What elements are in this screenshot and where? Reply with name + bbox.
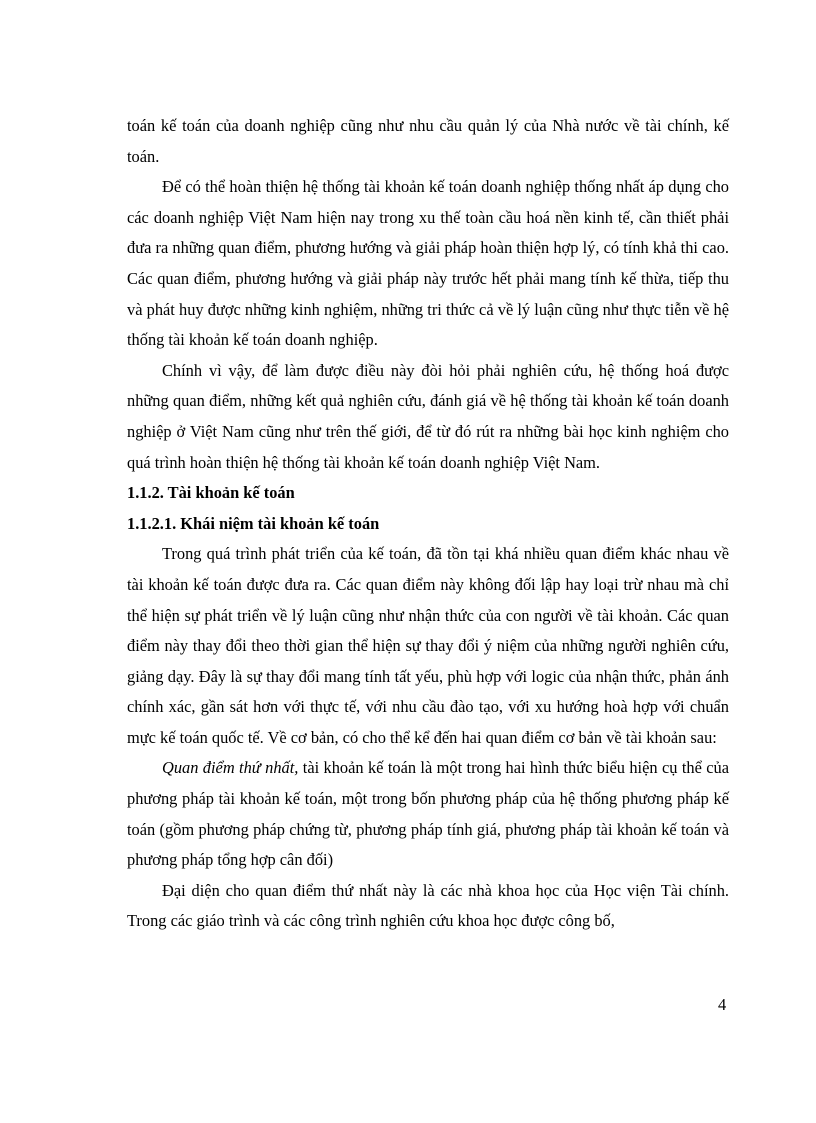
paragraph-representative: Đại diện cho quan điểm thứ nhất này là các nhà khoa học của Học viện Tài chính. Trong các giáo trình và các công trình nghiên cứu khoa học được công bố, [127, 880, 729, 931]
first-viewpoint-label: Quan điểm thứ nhất, [162, 758, 299, 778]
paragraph-first-viewpoint [127, 753, 729, 875]
paragraph-continuation: toán kế toán của doanh nghiệp cũng như nhu cầu quản lý của Nhà nước về tài chính, kế toán. [127, 116, 729, 166]
page-number: 4 [718, 995, 727, 1014]
document-page [127, 111, 729, 937]
paragraph-improvement: Để có thể hoàn thiện hệ thống tài khoản kế toán doanh nghiệp thống nhất áp dụng cho các doanh nghiệp Việt Nam hiện nay trong xu thế toàn cầu hoá nền kinh tế, cần thiết phải đưa ra những quan điểm, phương hướng và giải pháp hoàn thiện hợp lý, có tính khả thi cao. Các quan điểm, phương hướng và giải pháp này trước hết phải mang tính kế thừa, tiếp thu và phát huy được những kinh nghiệm, những tri thức cả về lý luận cũng như thực tiễn về hệ thống tài khoản kế toán doanh nghiệp. [127, 177, 729, 350]
paragraph-development: Trong quá trình phát triển của kế toán, đã tồn tại khá nhiều quan điểm khác nhau về tài khoản kế toán được đưa ra. Các quan điểm này không đối lập hay loại trừ nhau mà chỉ thể hiện sự phát triển về lý luận cũng như nhận thức của con người về tài khoản. Các quan điểm này thay đổi theo thời gian thể hiện sự thay đổi ý niệm của những người nghiên cứu, giảng dạy. Đây là sự thay đổi mang tính tất yếu, phù hợp với logic của nhận thức, phản ánh chính xác, gần sát hơn với thực tế, với nhu cầu đào tạo, với xu hướng hoà hợp với chuẩn mực kế toán quốc tế. Về cơ bản, có cho thể kể đến hai quan điểm cơ bản về tài khoản sau: [127, 544, 729, 747]
subsection-heading: 1.1.2.1. Khái niệm tài khoản kế toán [127, 513, 380, 533]
first-viewpoint-text: tài khoản kế toán là một trong hai hình thức biểu hiện cụ thể của phương pháp tài khoản kế toán, một trong bốn phương pháp của hệ thống phương pháp kế toán (gồm phương pháp chứng từ, phương pháp tính giá, phương pháp tài khoản kế toán và phương pháp tổng hợp cân đối) [127, 758, 729, 870]
section-heading: 1.1.2. Tài khoản kế toán [127, 483, 295, 503]
paragraph-therefore: Chính vì vậy, để làm được điều này đòi hỏi phải nghiên cứu, hệ thống hoá được những quan điểm, những kết quả nghiên cứu, đánh giá về hệ thống tài khoản kế toán doanh nghiệp ở Việt Nam cũng như trên thế giới, để từ đó rút ra những bài học kinh nghiệm cho quá trình hoàn thiện hệ thống tài khoản kế toán doanh nghiệp Việt Nam. [127, 360, 729, 472]
